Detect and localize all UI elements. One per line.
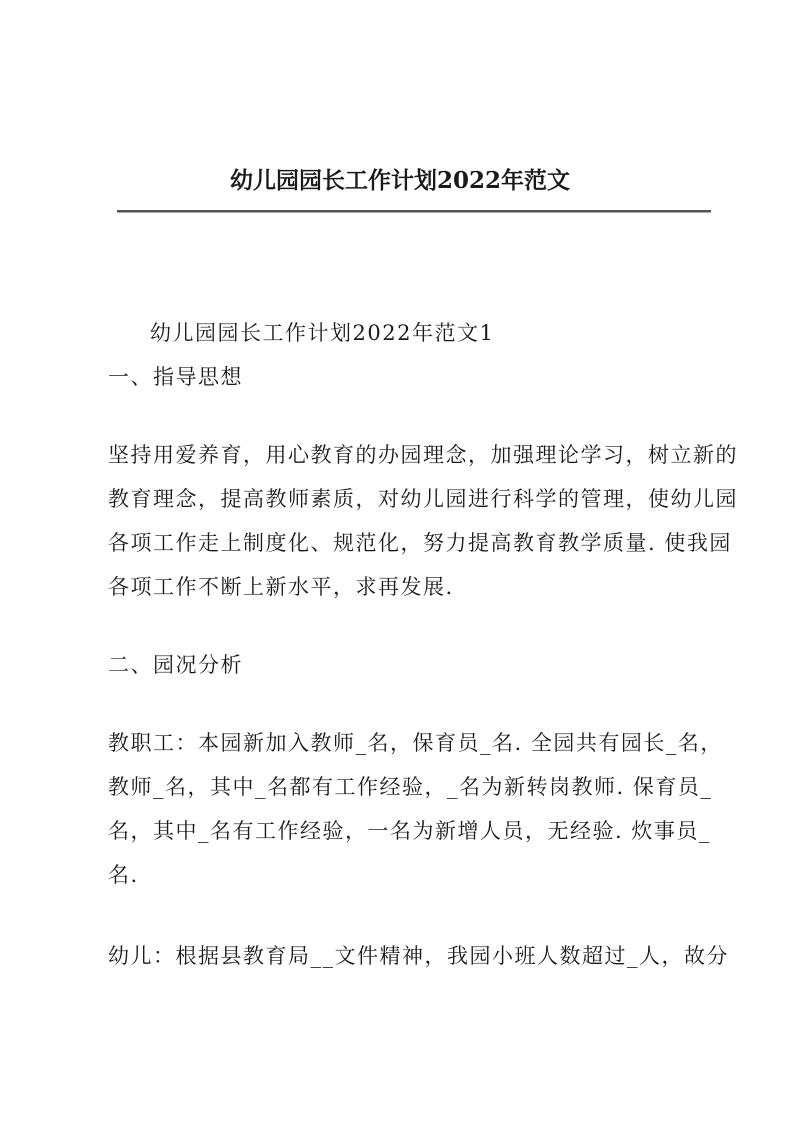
paragraph-line: 各项工作走上制度化、规范化，努力提高教育教学质量. 使我园 <box>108 531 732 555</box>
paragraph-line: 幼儿：根据县教育局__文件精神，我园小班人数超过_人，故分 <box>108 944 729 968</box>
subtitle-text: 幼儿园园长工作计划2022年范文1 <box>150 321 495 345</box>
document-subtitle <box>108 311 754 355</box>
paragraph-line: 教育理念，提高教师素质，对幼儿园进行科学的管理，使幼儿园 <box>108 487 738 511</box>
title-divider <box>117 210 711 213</box>
paragraph-guiding-ideology <box>108 433 738 609</box>
section-heading-kindergarten-analysis <box>108 643 712 687</box>
paragraph-line: 教师_名，其中_名都有工作经验，_名为新转岗教师. 保育员_ <box>108 775 713 799</box>
document-title: 幼儿园园长工作计划2022年范文 <box>229 167 570 194</box>
paragraph-line: 名. <box>108 863 139 887</box>
section-heading-guiding-ideology <box>108 355 712 399</box>
paragraph-staff <box>108 721 723 897</box>
paragraph-line: 各项工作不断上新水平，求再发展. <box>108 575 454 599</box>
paragraph-line: 名，其中_名有工作经验，一名为新增人员，无经验. 炊事员_ <box>108 819 711 843</box>
section2-heading: 二、园况分析 <box>108 653 243 677</box>
paragraph-line: 坚持用爱养育，用心教育的办园理念，加强理论学习，树立新的 <box>108 443 738 467</box>
section1-heading: 一、指导思想 <box>108 365 243 389</box>
paragraph-children <box>108 934 729 978</box>
paragraph-line: 教职工：本园新加入教师_名，保育员_名. 全园共有园长_名， <box>108 731 723 755</box>
